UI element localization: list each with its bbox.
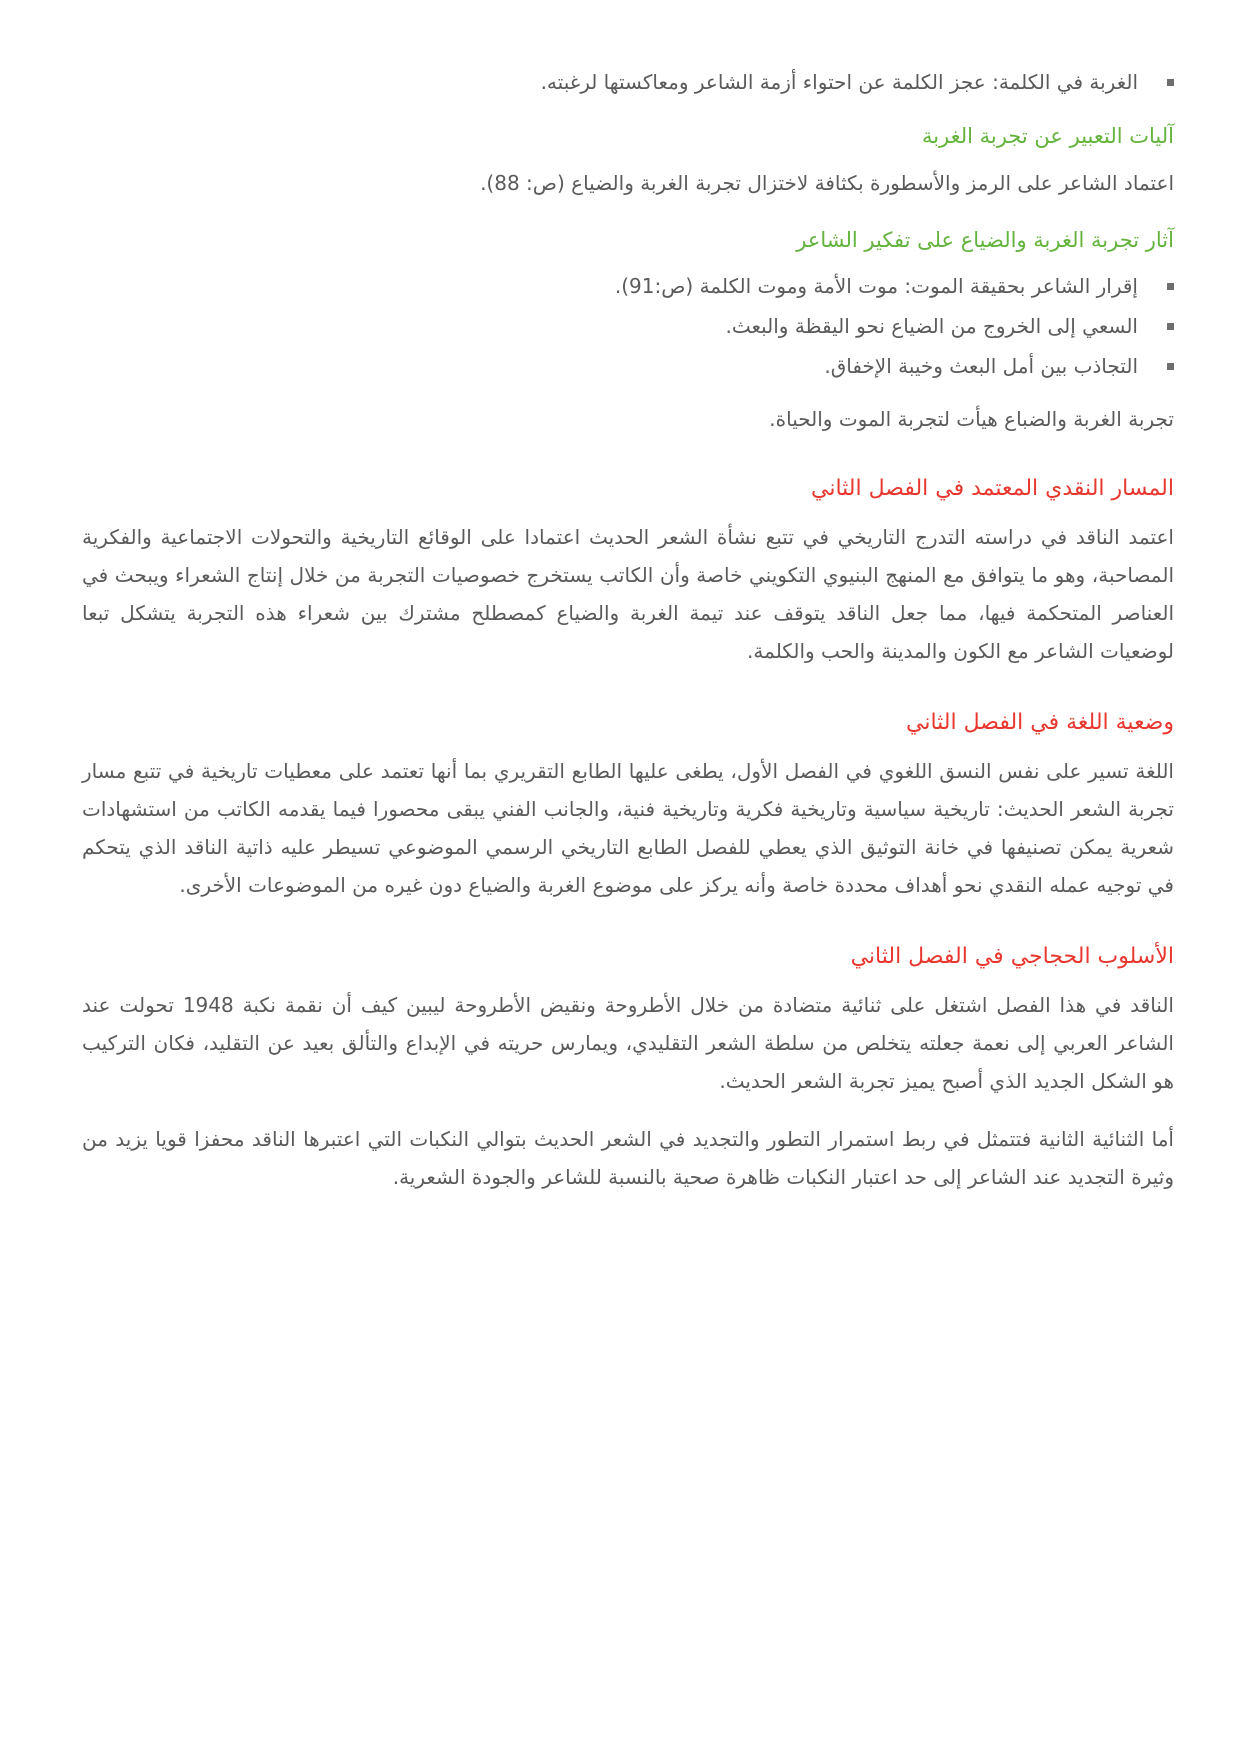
heading-effects: آثار تجربة الغربة والضياع على تفكير الشاعر [796, 228, 1174, 252]
square-bullet-icon [1167, 363, 1174, 370]
heading-argumentation: الأسلوب الحجاجي في الفصل الثاني [850, 944, 1174, 969]
paragraph-critical-path: اعتمد الناقد في دراسته التدرج التاريخي في تتبع نشأة الشعر الحديث اعتمادا على الوقائع التاريخية والتحولات الاجتماعية والفكرية المصاحبة، وهو ما يتوافق مع المنهج البنيوي التكويني خاصة وأن الكاتب يستخرج خصوصيات التجربة من خلال إنتاج الشعراء ويبحث في العناصر المتحكمة فيها، مما جعل الناقد يتوقف عند تيمة الغربة والضياع كمصطلح مشترك بين شعراء هذه التجربة يتشكل تبعا لوضعيات الشاعر مع الكون والمدينة والحب والكلمة. [82, 525, 1174, 663]
list-item-text: السعي إلى الخروج من الضياع نحو اليقظة والبعث. [725, 314, 1138, 338]
list-item-text: إقرار الشاعر بحقيقة الموت: موت الأمة وموت الكلمة (ص:91). [614, 274, 1138, 298]
paragraph-argumentation-1: الناقد في هذا الفصل اشتغل على ثنائية متضادة من خلال الأطروحة ونقيض الأطروحة ليبين كيف أن نقمة نكبة 1948 تحولت عند الشاعر العربي إلى نعمة جعلته يتخلص من سلطة الشعر التقليدي، ويمارس حريته في الإبداع والتألق بعيد عن التقليد، فكان التركيب هو الشكل الجديد الذي أصبح يميز تجربة الشعر الحديث. [82, 993, 1174, 1093]
square-bullet-icon [1167, 323, 1174, 330]
square-bullet-icon [1167, 79, 1174, 86]
heading-critical-path: المسار النقدي المعتمد في الفصل الثاني [810, 476, 1174, 501]
paragraph-effects-summary: تجربة الغربة والضباع هيأت لتجربة الموت والحياة. [769, 407, 1174, 431]
list-item [82, 62, 1174, 102]
square-bullet-icon [1167, 283, 1174, 290]
paragraph-argumentation-2: أما الثنائية الثانية فتتمثل في ربط استمرار التطور والتجديد في الشعر الحديث بتوالي النكبات التي اعتبرها الناقد محفزا قويا يزيد من وثيرة التجديد عند الشاعر إلى حد اعتبار النكبات ظاهرة صحية بالنسبة للشاعر والجودة الشعرية. [82, 1127, 1174, 1189]
paragraph-mechanisms: اعتماد الشاعر على الرمز والأسطورة بكثافة لاختزال تجربة الغربة والضياع (ص: 88). [480, 171, 1174, 195]
list-item [82, 346, 1174, 386]
list-item-text: الغربة في الكلمة: عجز الكلمة عن احتواء أزمة الشاعر ومعاكستها لرغبته. [540, 70, 1138, 94]
paragraph-language: اللغة تسير على نفس النسق اللغوي في الفصل الأول، يطغى عليها الطابع التقريري بما أنها تعتمد على معطيات تاريخية في تتبع مسار تجربة الشعر الحديث: تاريخية سياسية وتاريخية فكرية وتاريخية فنية، والجانب الفني يبقى محصورا فيما يقدمه الكاتب من استشهادات شعرية يمكن تصنيفها في خانة التوثيق الذي يعطي للفصل الطابع التاريخي الرسمي الموضوعي تسيطر عليه ذاتية الناقد الذي يتحكم في توجيه عمله النقدي نحو أهداف محددة خاصة وأنه يركز على موضوع الغربة والضياع دون غيره من الموضوعات الأخرى. [82, 759, 1174, 897]
heading-mechanisms: آليات التعبير عن تجربة الغربة [921, 124, 1174, 148]
list-item [82, 306, 1174, 346]
heading-language: وضعية اللغة في الفصل الثاني [906, 710, 1174, 735]
list-item-text: التجاذب بين أمل البعث وخيبة الإخفاق. [824, 354, 1138, 378]
list-item [82, 266, 1174, 306]
effects-bullet-list [82, 266, 1174, 386]
intro-bullet-list [82, 62, 1174, 102]
